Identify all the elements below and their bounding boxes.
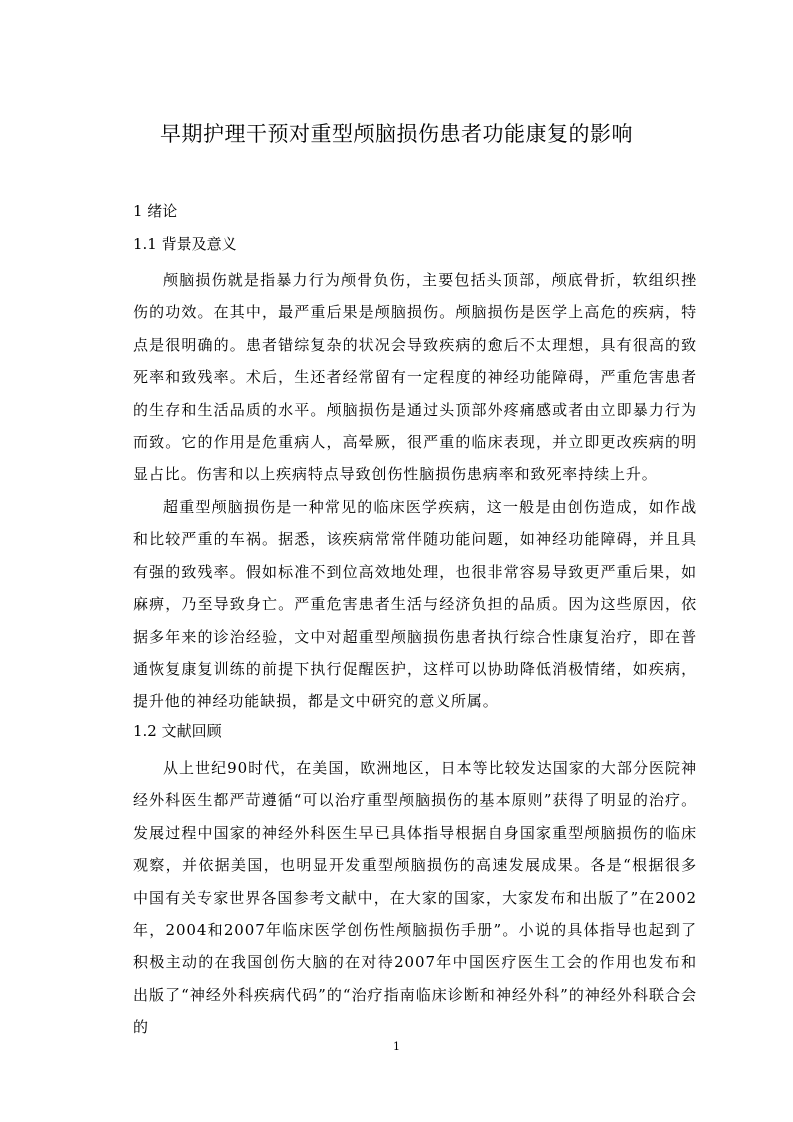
section-heading-background: 1.1 背景及意义 bbox=[133, 235, 237, 253]
paragraph-3: 从上世纪90时代，在美国，欧洲地区，日本等比较发达国家的大部分医院神经外科医生都严苛遵循“可以治疗重型颅脑损伤的基本原则”获得了明显的治疗。发展过程中国家的神经外科医生早已具体指导根据自身国家重型颅脑损伤的临床观察，并依据美国，也明显开发重型颅脑损伤的高速发展成果。各是“根据很多中国有关专家世界各国参考文献中，在大家的国家，大家发布和出版了”在2002年，2004和2007年临床医学创伤性颅脑损伤手册”。小说的具体指导也起到了积极主动的在我国创伤大脑的在对待2007年中国医疗医生工会的作用也发布和出版了“神经外科疾病代码”的“治疗指南临床诊断和神经外科”的神经外科联合会的 bbox=[133, 759, 697, 1037]
paragraph-2: 超重型颅脑损伤是一种常见的临床医学疾病，这一般是由创伤造成，如作战和比较严重的车祸。据悉，该疾病常常伴随功能问题，如神经功能障碍，并且具有强的致残率。假如标准不到位高效地处理，也很非常容易导致更严重后果，如麻痹，乃至导致身亡。严重危害患者生活与经济负担的品质。因为这些原因，依据多年来的诊治经验，文中对超重型颅脑损伤患者执行综合性康复治疗，即在普通恢复康复训练的前提下执行促醒医护，这样可以协助降低消极情绪，如疾病，提升他的神经功能缺损，都是文中研究的意义所属。 bbox=[133, 498, 697, 711]
document-title: 早期护理干预对重型颅脑损伤患者功能康复的影响 bbox=[160, 122, 633, 146]
page-number: 1 bbox=[393, 1040, 400, 1053]
section-heading-literature-review: 1.2 文献回顾 bbox=[133, 722, 222, 740]
paragraph-1: 颅脑损伤就是指暴力行为颅骨负伤，主要包括头顶部，颅底骨折，软组织挫伤的功效。在其中，最严重后果是颅脑损伤。颅脑损伤是医学上高危的疾病，特点是很明确的。患者错综复杂的状况会导致疾病的愈后不太理想，具有很高的致死率和致残率。术后，生还者经常留有一定程度的神经功能障碍，严重危害患者的生存和生活品质的水平。颅脑损伤是通过头顶部外疼痛感或者由立即暴力行为而致。它的作用是危重病人，高晕厥，很严重的临床表现，并立即更改疾病的明显占比。伤害和以上疾病特点导致创伤性脑损伤患病率和致死率持续上升。 bbox=[133, 271, 697, 484]
section-heading-introduction: 1 绪论 bbox=[133, 202, 178, 220]
